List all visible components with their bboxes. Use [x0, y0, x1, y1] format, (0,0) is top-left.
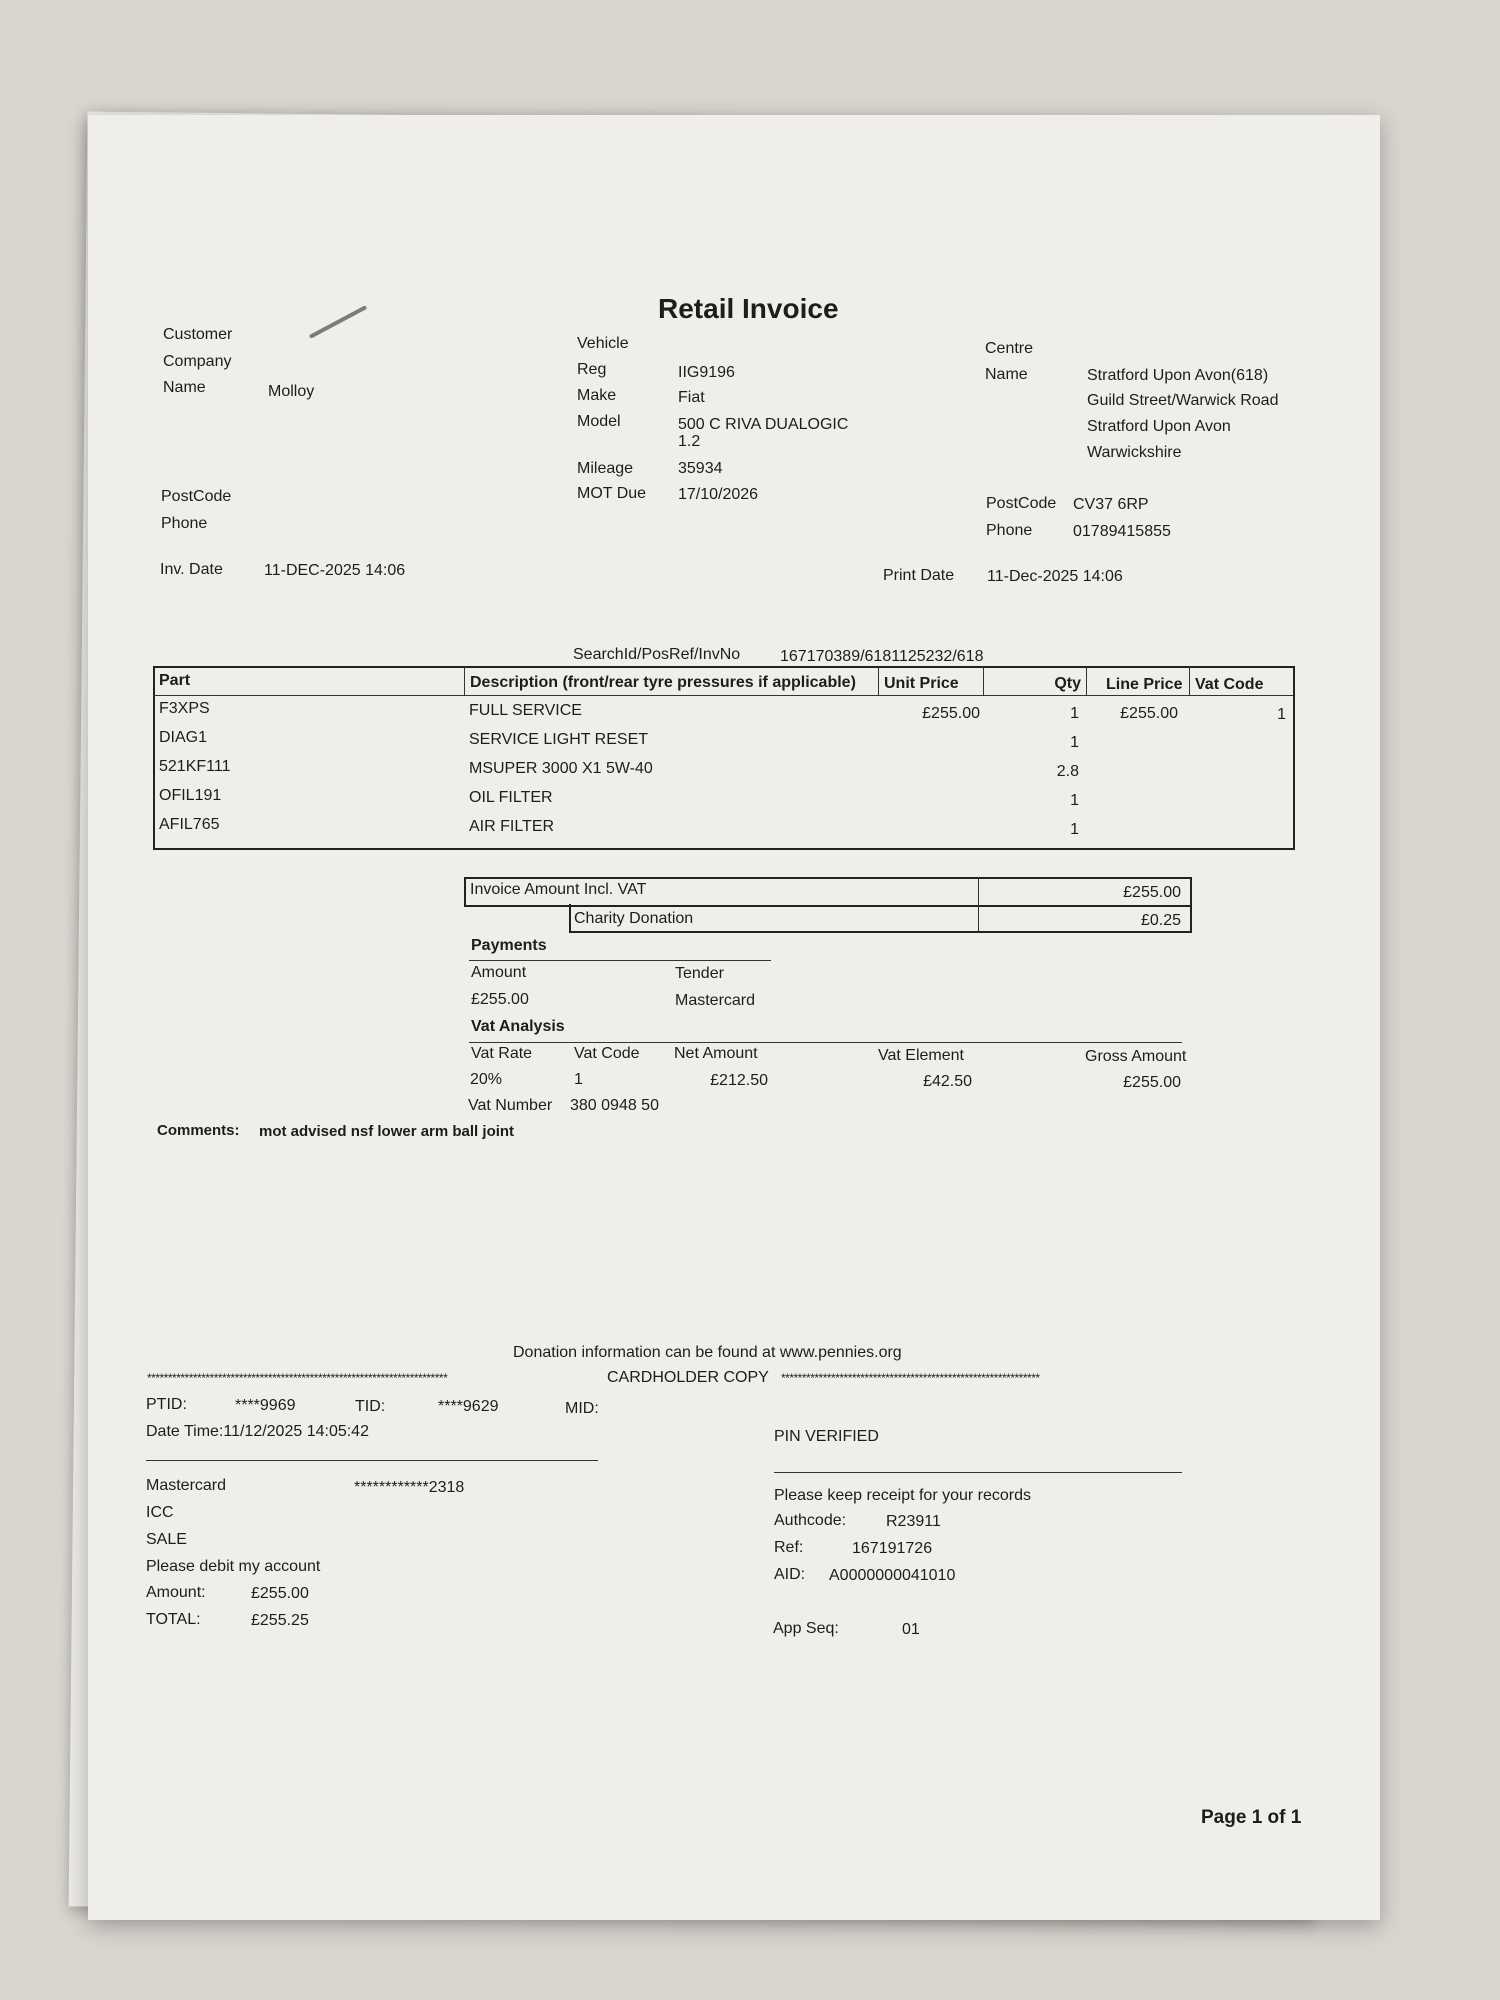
- centre-phone-label: Phone: [986, 522, 1033, 539]
- table-row-part: 521KF111: [159, 758, 231, 775]
- receipt-rule-right: [774, 1472, 1182, 1473]
- payment-tender-value: Mastercard: [675, 992, 756, 1009]
- receipt-total-label: TOTAL:: [146, 1611, 201, 1628]
- charity-donation-label: Charity Donation: [574, 910, 694, 927]
- parts-table-col-divider: [1189, 666, 1190, 696]
- vat-rate-value: 20%: [470, 1071, 503, 1088]
- mot-due-value: 17/10/2026: [678, 486, 759, 503]
- table-row-unit-price: £255.00: [922, 705, 980, 722]
- tid-value: ****9629: [438, 1398, 499, 1415]
- parts-header-line-price: Line Price: [1106, 676, 1183, 693]
- gross-amount-value: £255.00: [1123, 1074, 1181, 1091]
- vat-element-value: £42.50: [923, 1073, 972, 1090]
- mileage-label: Mileage: [577, 460, 634, 477]
- make-label: Make: [577, 387, 617, 404]
- ptid-label: PTID:: [146, 1396, 187, 1413]
- charity-donation-value: £0.25: [1140, 912, 1181, 929]
- centre-postcode-label: PostCode: [986, 495, 1057, 512]
- sale-label: SALE: [146, 1531, 187, 1548]
- mileage-value: 35934: [678, 460, 723, 477]
- aid-label: AID:: [774, 1566, 806, 1583]
- centre-address-line-2: Guild Street/Warwick Road: [1087, 392, 1279, 409]
- centre-address-line-4: Warwickshire: [1087, 444, 1182, 461]
- mot-due-label: MOT Due: [577, 485, 647, 502]
- gross-amount-label: Gross Amount: [1085, 1048, 1187, 1065]
- page-number: Page 1 of 1: [1201, 1807, 1302, 1828]
- inv-date-value: 11-DEC-2025 14:06: [264, 562, 406, 579]
- parts-header-vat-code: Vat Code: [1195, 676, 1264, 693]
- invoice-amount-value: £255.00: [1123, 884, 1181, 901]
- net-amount-label: Net Amount: [674, 1045, 758, 1062]
- vat-element-label: Vat Element: [878, 1047, 964, 1064]
- card-type: Mastercard: [146, 1477, 227, 1494]
- search-ref-label: SearchId/PosRef/InvNo: [573, 646, 741, 663]
- comments-label: Comments:: [157, 1122, 240, 1139]
- comments-value: mot advised nsf lower arm ball joint: [259, 1123, 515, 1140]
- vat-code-label: Vat Code: [574, 1045, 640, 1062]
- parts-table-col-divider: [464, 666, 465, 696]
- table-row-description: AIR FILTER: [469, 818, 555, 835]
- payment-tender-label: Tender: [675, 965, 724, 982]
- receipt-total-value: £255.25: [251, 1612, 309, 1629]
- transaction-datetime: Date Time:11/12/2025 14:05:42: [146, 1423, 369, 1440]
- page-title: Retail Invoice: [658, 293, 839, 324]
- stars-right: **************************************************************: [781, 1371, 1040, 1385]
- vat-rate-label: Vat Rate: [471, 1045, 533, 1062]
- parts-header-unit-price: Unit Price: [884, 675, 959, 692]
- payment-amount-value: £255.00: [471, 991, 529, 1008]
- print-date-value: 11-Dec-2025 14:06: [987, 568, 1123, 585]
- card-number-masked: ************2318: [354, 1479, 465, 1496]
- table-row-line-price: £255.00: [1120, 705, 1178, 722]
- centre-postcode-value: CV37 6RP: [1073, 496, 1149, 513]
- cardholder-copy-label: CARDHOLDER COPY: [607, 1369, 769, 1386]
- model-value-line2: 1.2: [678, 433, 701, 450]
- table-row-description: SERVICE LIGHT RESET: [469, 731, 649, 748]
- vat-number-value: 380 0948 50: [570, 1097, 659, 1114]
- table-row-description: MSUPER 3000 X1 5W-40: [469, 760, 653, 777]
- invoice-amount-label: Invoice Amount Incl. VAT: [470, 881, 647, 898]
- stars-left: ************************************************************************: [147, 1371, 448, 1385]
- authcode-label: Authcode:: [774, 1512, 847, 1529]
- vat-number-label: Vat Number: [468, 1097, 553, 1114]
- parts-table-col-divider: [878, 666, 879, 696]
- model-value: 500 C RIVA DUALOGIC: [678, 416, 849, 433]
- table-row-vat-code: 1: [1277, 706, 1286, 723]
- ref-label: Ref:: [774, 1539, 804, 1556]
- app-seq-label: App Seq:: [773, 1620, 839, 1637]
- centre-name-label: Name: [985, 366, 1028, 383]
- authcode-value: R23911: [886, 1513, 941, 1530]
- table-row-part: F3XPS: [159, 700, 210, 717]
- donation-info: Donation information can be found at www.pennies.org: [513, 1344, 902, 1361]
- reg-value: IIG9196: [678, 364, 735, 381]
- table-row-description: OIL FILTER: [469, 789, 553, 806]
- centre-phone-value: 01789415855: [1073, 523, 1171, 540]
- mid-label: MID:: [565, 1400, 599, 1417]
- reg-label: Reg: [577, 361, 607, 378]
- vat-analysis-rule: [469, 1042, 1182, 1043]
- customer-name-label: Name: [163, 379, 206, 396]
- parts-table-col-divider: [983, 666, 984, 696]
- parts-header-qty: Qty: [1054, 675, 1081, 692]
- make-value: Fiat: [678, 389, 705, 406]
- payments-heading: Payments: [471, 937, 547, 954]
- search-ref-value: 167170389/6181125232/618: [780, 648, 984, 665]
- customer-name-value: Molloy: [268, 383, 315, 400]
- inv-date-label: Inv. Date: [160, 561, 223, 578]
- tid-label: TID:: [355, 1398, 386, 1415]
- table-row-qty: 1: [1070, 705, 1079, 722]
- vat-analysis-heading: Vat Analysis: [471, 1018, 565, 1035]
- centre-label: Centre: [985, 340, 1034, 357]
- ref-value: 167191726: [852, 1540, 933, 1557]
- table-row-qty: 1: [1070, 734, 1079, 751]
- ptid-value: ****9969: [235, 1397, 296, 1414]
- parts-table-col-divider: [1086, 666, 1087, 696]
- receipt-amount-value: £255.00: [251, 1585, 309, 1602]
- app-seq-value: 01: [902, 1621, 920, 1638]
- parts-table-header-divider: [153, 695, 1293, 696]
- customer-label: Customer: [163, 326, 233, 343]
- company-label: Company: [163, 353, 232, 370]
- vat-code-value: 1: [574, 1071, 583, 1088]
- table-row-part: DIAG1: [159, 729, 208, 746]
- receipt-rule-left: [146, 1460, 598, 1461]
- table-row-description: FULL SERVICE: [469, 702, 582, 719]
- parts-header-part: Part: [159, 672, 191, 689]
- table-row-qty: 2.8: [1056, 763, 1079, 780]
- table-row-qty: 1: [1070, 792, 1079, 809]
- keep-receipt-text: Please keep receipt for your records: [774, 1487, 1032, 1504]
- aid-value: A0000000041010: [829, 1567, 956, 1584]
- centre-address-line-3: Stratford Upon Avon: [1087, 418, 1231, 435]
- customer-postcode-label: PostCode: [161, 488, 232, 505]
- print-date-label: Print Date: [883, 567, 955, 584]
- table-row-qty: 1: [1070, 821, 1079, 838]
- table-row-part: OFIL191: [159, 787, 222, 804]
- vehicle-label: Vehicle: [577, 335, 629, 352]
- payments-rule: [469, 960, 771, 961]
- parts-header-description: Description (front/rear tyre pressures if applicable): [470, 674, 856, 691]
- invoice-page: [88, 115, 1380, 1920]
- debit-account-text: Please debit my account: [146, 1558, 321, 1575]
- net-amount-value: £212.50: [710, 1072, 768, 1089]
- receipt-amount-label: Amount:: [146, 1584, 206, 1601]
- payment-amount-label: Amount: [471, 964, 527, 981]
- icc-label: ICC: [146, 1504, 174, 1521]
- customer-phone-label: Phone: [161, 515, 208, 532]
- centre-address-line-1: Stratford Upon Avon(618): [1087, 367, 1269, 384]
- staple: [309, 305, 367, 339]
- pin-verified: PIN VERIFIED: [774, 1428, 879, 1445]
- model-label: Model: [577, 413, 621, 430]
- table-row-part: AFIL765: [159, 816, 220, 833]
